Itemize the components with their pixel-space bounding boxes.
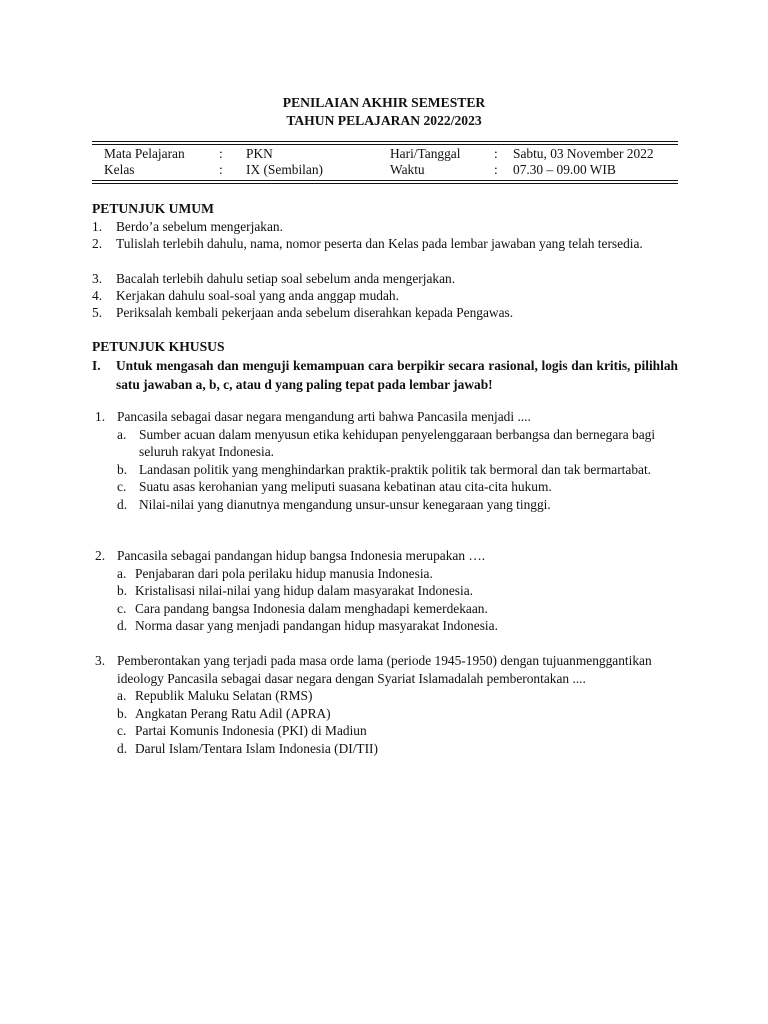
general-instruction-item: 1. Berdo’a sebelum mengerjakan.	[92, 219, 283, 234]
question-number: 3.	[95, 653, 106, 668]
question-text: Pancasila sebagai dasar negara mengandung arti bahwa Pancasila menjadi ....	[117, 409, 531, 424]
question-3	[95, 652, 665, 757]
date-colon: :	[494, 146, 498, 161]
class-label: Kelas	[104, 162, 135, 177]
question-1	[95, 408, 665, 513]
answer-option: a. Sumber acuan dalam menyusun etika kehidupan penyelenggaraan berbangsa dan bernegara bagi seluruh rakyat Indonesia.	[117, 426, 656, 459]
general-instruction-item: 2. Tulislah terlebih dahulu, nama, nomor peserta dan Kelas pada lembar jawaban yang telah tersedia.	[92, 236, 643, 251]
date-value: Sabtu, 03 November 2022	[513, 146, 654, 161]
section-instruction	[92, 356, 678, 394]
answer-option: d. Norma dasar yang menjadi pandangan hidup masyarakat Indonesia.	[117, 618, 498, 633]
general-instruction-item: 4. Kerjakan dahulu soal-soal yang anda anggap mudah.	[92, 288, 399, 303]
question-number: 2.	[95, 548, 106, 563]
time-colon: :	[494, 162, 498, 177]
time-label: Waktu	[390, 162, 425, 177]
answer-option: c. Partai Komunis Indonesia (PKI) di Madiun	[117, 723, 367, 738]
question-text: Pemberontakan yang terjadi pada masa orde lama (periode 1945-1950) dengan tujuanmenggantikan ideology Pancasila sebagai dasar negara dengan Syariat Islamadalah pemberontakan ....	[117, 653, 652, 686]
question-text: Pancasila sebagai pandangan hidup bangsa Indonesia merupakan ….	[117, 548, 486, 563]
answer-option: b. Kristalisasi nilai-nilai yang hidup dalam masyarakat Indonesia.	[117, 583, 474, 598]
table-bottom-rule	[92, 183, 678, 184]
table-top-rule	[92, 141, 678, 142]
academic-year-title: TAHUN PELAJARAN 2022/2023	[286, 113, 482, 128]
class-colon: :	[219, 162, 223, 177]
table-bottom-rule-inner	[92, 180, 678, 181]
answer-option: c. Cara pandang bangsa Indonesia dalam menghadapi kemerdekaan.	[117, 600, 488, 616]
answer-option: b. Landasan politik yang menghindarkan praktik-praktik politik tak bermoral dan tak bermartabat.	[117, 461, 652, 477]
question-number: 1.	[95, 409, 106, 424]
table-top-rule-inner	[92, 144, 678, 145]
subject-colon: :	[219, 146, 223, 161]
subject-label: Mata Pelajaran	[104, 146, 185, 161]
subject-value: PKN	[246, 146, 273, 161]
answer-option: d. Nilai-nilai yang dianutnya mengandung unsur-unsur kenegaraan yang tinggi.	[117, 496, 551, 512]
answer-option: b. Angkatan Perang Ratu Adil (APRA)	[117, 705, 331, 721]
question-2	[95, 547, 665, 635]
time-value: 07.30 – 09.00 WIB	[513, 162, 616, 177]
special-instructions-heading: PETUNJUK KHUSUS	[92, 339, 225, 354]
general-instruction-item: 5. Periksalah kembali pekerjaan anda sebelum diserahkan kepada Pengawas.	[92, 305, 514, 320]
answer-option: d. Darul Islam/Tentara Islam Indonesia (DI/TII)	[117, 740, 378, 756]
general-instruction-item: 3. Bacalah terlebih dahulu setiap soal sebelum anda mengerjakan.	[92, 271, 456, 286]
answer-option: a. Republik Maluku Selatan (RMS)	[117, 688, 313, 703]
class-value: IX (Sembilan)	[246, 162, 323, 177]
exam-title: PENILAIAN AKHIR SEMESTER	[282, 95, 486, 110]
answer-option: a. Penjabaran dari pola perilaku hidup manusia Indonesia.	[117, 565, 433, 581]
section-text: Untuk mengasah dan menguji kemampuan cara berpikir secara rasional, logis dan kritis, pilihlah satu jawaban a, b, c, atau d yang paling tepat pada lembar jawab!	[116, 358, 678, 392]
section-number: I.	[92, 358, 101, 373]
general-instructions-heading: PETUNJUK UMUM	[92, 201, 214, 216]
answer-option: c. Suatu asas kerohanian yang meliputi suasana kebatinan atau cita-cita hukum.	[117, 479, 552, 494]
date-label: Hari/Tanggal	[390, 146, 461, 161]
